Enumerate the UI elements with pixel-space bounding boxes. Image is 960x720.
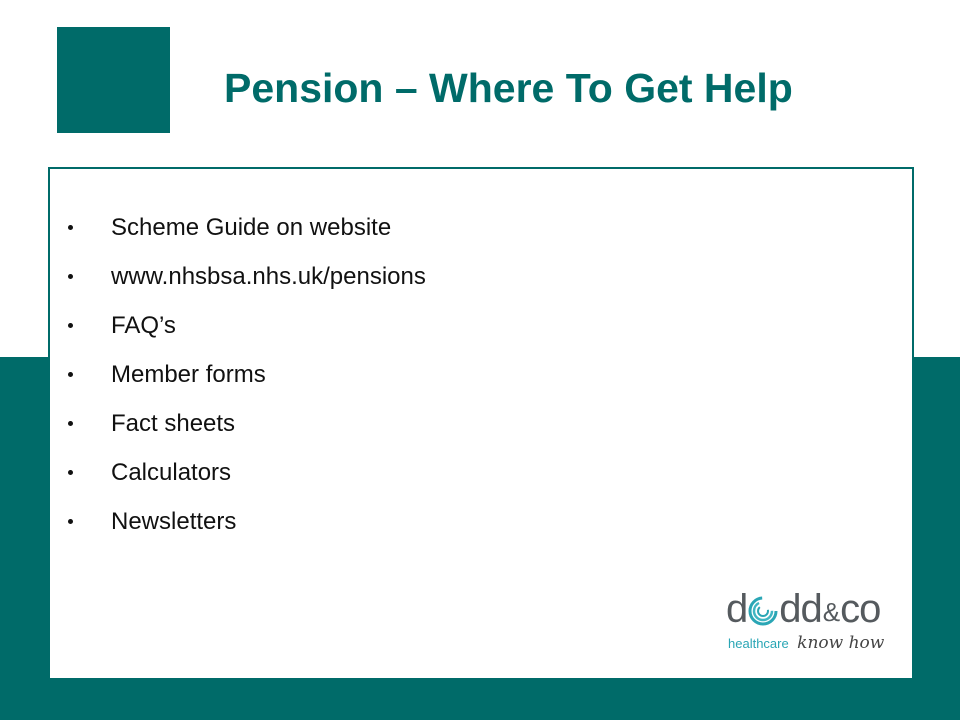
list-item: [66, 301, 426, 350]
logo-text-d: d: [726, 587, 748, 631]
logo-tagline-know-how: know how: [797, 633, 885, 653]
list-item-text: www.nhsbsa.nhs.uk/pensions: [111, 262, 426, 290]
bullet-icon: [68, 225, 73, 230]
bullet-icon: [68, 274, 73, 279]
logo-text-co: co: [840, 587, 881, 631]
bullet-icon: [68, 421, 73, 426]
bullet-icon: [68, 519, 73, 524]
company-logo: [726, 589, 896, 659]
list-item-text: Calculators: [111, 458, 232, 486]
logo-text-dd: dd: [779, 587, 822, 631]
bullet-list: [66, 203, 426, 546]
logo-wordmark: [726, 589, 880, 629]
bullet-icon: [68, 372, 73, 377]
list-item-text: Newsletters: [111, 507, 237, 535]
logo-tagline-healthcare: healthcare: [728, 636, 789, 651]
content-panel: [48, 167, 914, 680]
list-item: [66, 497, 426, 546]
list-item: [66, 448, 426, 497]
list-item-text: FAQ’s: [111, 311, 176, 339]
list-item-text: Fact sheets: [111, 409, 236, 437]
bullet-icon: [68, 470, 73, 475]
swirl-icon: [748, 596, 778, 626]
title-accent-square: [57, 27, 170, 133]
list-item: [66, 350, 426, 399]
list-item: [66, 252, 426, 301]
logo-tagline: [728, 633, 884, 653]
list-item-text: Member forms: [111, 360, 266, 388]
page-title: Pension – Where To Get Help: [224, 65, 793, 111]
bullet-icon: [68, 323, 73, 328]
list-item-text: Scheme Guide on website: [111, 213, 392, 241]
logo-ampersand: &: [822, 597, 840, 627]
list-item: [66, 399, 426, 448]
list-item: [66, 203, 426, 252]
